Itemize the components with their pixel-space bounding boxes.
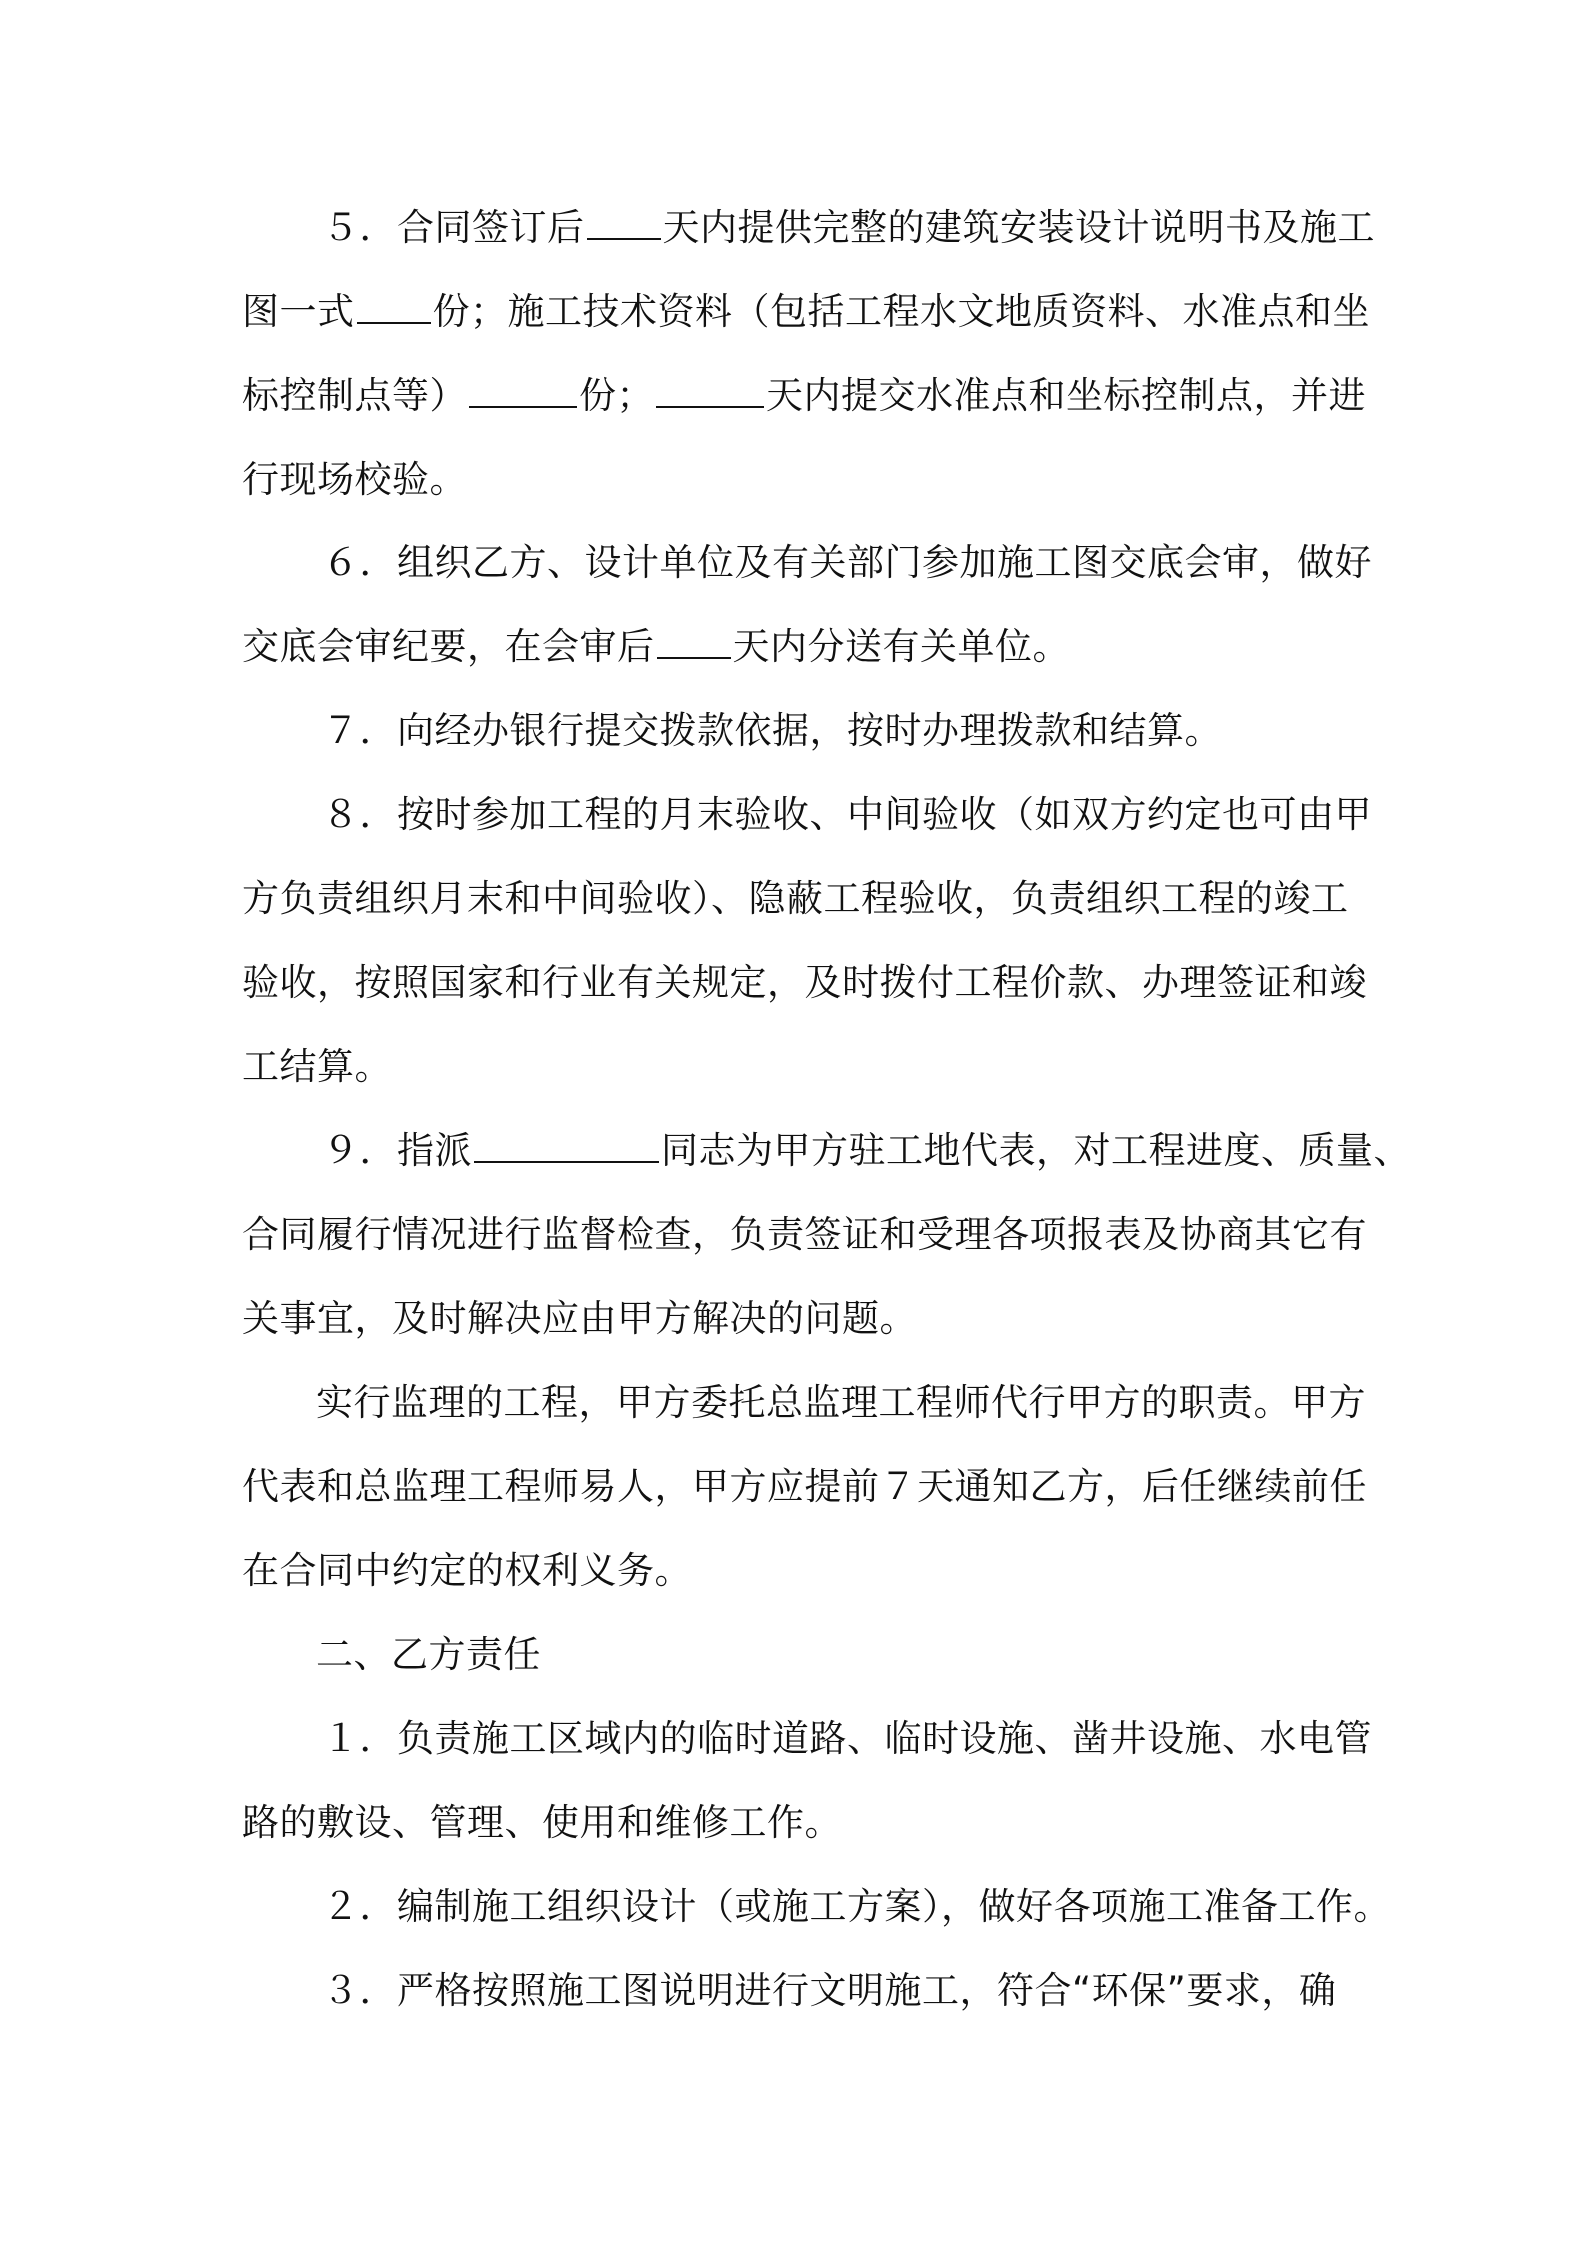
para-8-line-1 <box>0 790 1586 840</box>
text: ９．指派 <box>322 1129 472 1172</box>
text: 方负责组织月末和中间验收）、隐蔽工程验收，负责组织工程的竣工 <box>242 877 1349 920</box>
para-supervision-line-3 <box>0 1546 1586 1596</box>
para-6-line-1 <box>0 538 1586 588</box>
text: 关事宜，及时解决应由甲方解决的问题。 <box>242 1297 917 1340</box>
text: 二、乙方责任 <box>316 1633 541 1676</box>
party-b-item-2-line-1 <box>0 1882 1586 1932</box>
text: １．负责施工区域内的临时道路、临时设施、凿井设施、水电管 <box>322 1717 1372 1760</box>
text: 实行监理的工程，甲方委托总监理工程师代行甲方的职责。甲方 <box>316 1381 1366 1424</box>
text: 代表和总监理工程师易人，甲方应提前７天通知乙方，后任继续前任 <box>242 1465 1367 1508</box>
fill-blank <box>657 623 731 659</box>
para-9-line-2 <box>0 1210 1586 1260</box>
fill-blank <box>656 372 764 408</box>
text: 天内分送有关单位。 <box>732 625 1070 668</box>
fill-blank <box>474 1127 659 1163</box>
party-b-item-1-line-2 <box>0 1798 1586 1848</box>
text: ８．按时参加工程的月末验收、中间验收（如双方约定也可由甲 <box>322 793 1372 836</box>
para-7-line-1 <box>0 706 1586 756</box>
para-8-line-2 <box>0 874 1586 924</box>
text: ３．严格按照施工图说明进行文明施工，符合“环保”要求，确 <box>322 1969 1337 2012</box>
party-b-item-3-line-1 <box>0 1966 1586 2016</box>
text: 份； <box>579 374 654 417</box>
para-8-line-3 <box>0 958 1586 1008</box>
fill-blank <box>357 288 431 324</box>
text: ２．编制施工组织设计（或施工方案），做好各项施工准备工作。 <box>322 1885 1391 1928</box>
para-8-line-4 <box>0 1042 1586 1092</box>
para-supervision-line-2 <box>0 1462 1586 1512</box>
section-heading <box>0 1630 1586 1680</box>
party-b-item-1-line-1 <box>0 1714 1586 1764</box>
text: 份；施工技术资料（包括工程水文地质资料、水准点和坐 <box>432 290 1370 333</box>
text: 标控制点等） <box>242 374 467 417</box>
text: ６．组织乙方、设计单位及有关部门参加施工图交底会审，做好 <box>322 541 1372 584</box>
text: 同志为甲方驻工地代表，对工程进度、质量、 <box>661 1129 1411 1172</box>
para-9-line-1 <box>0 1126 1586 1176</box>
text: 验收，按照国家和行业有关规定，及时拨付工程价款、办理签证和竣 <box>242 961 1367 1004</box>
text: ５．合同签订后 <box>322 206 585 249</box>
fill-blank <box>469 372 577 408</box>
fill-blank <box>587 204 661 240</box>
para-5-line-1 <box>0 203 1586 253</box>
para-5-line-2 <box>0 287 1586 337</box>
text: 天内提供完整的建筑安装设计说明书及施工 <box>662 206 1375 249</box>
text: 路的敷设、管理、使用和维修工作。 <box>242 1801 842 1844</box>
text: ７．向经办银行提交拨款依据，按时办理拨款和结算。 <box>322 709 1222 752</box>
text: 天内提交水准点和坐标控制点，并进 <box>766 374 1366 417</box>
text: 合同履行情况进行监督检查，负责签证和受理各项报表及协商其它有 <box>242 1213 1367 1256</box>
para-5-line-3 <box>0 371 1586 421</box>
text: 行现场校验。 <box>242 458 467 501</box>
para-9-line-3 <box>0 1294 1586 1344</box>
para-5-line-4 <box>0 455 1586 505</box>
text: 在合同中约定的权利义务。 <box>242 1549 692 1592</box>
text: 工结算。 <box>242 1045 392 1088</box>
text: 交底会审纪要，在会审后 <box>242 625 655 668</box>
text: 图一式 <box>242 290 355 333</box>
para-supervision-line-1 <box>0 1378 1586 1428</box>
para-6-line-2 <box>0 622 1586 672</box>
